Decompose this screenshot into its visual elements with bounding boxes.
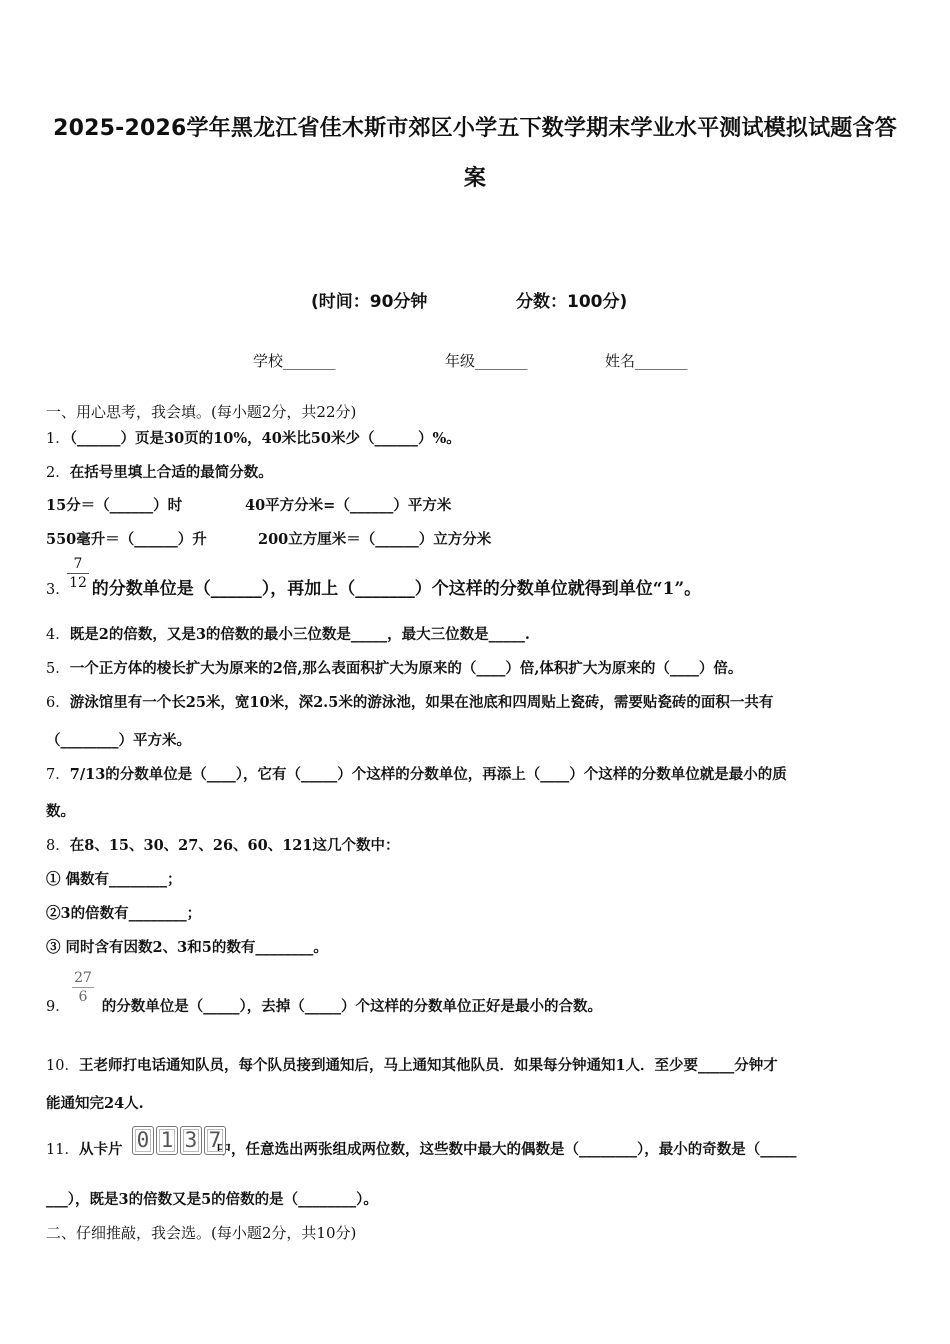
exam-score: 分数：100分) [516,292,628,312]
digit-card: 1 [156,1126,178,1155]
question-4 [46,623,530,644]
question-2 [46,461,273,482]
question-text: （______）页是30页的10%，40米比50米少（______）%。 [69,430,461,447]
question-number: 4． [46,627,70,643]
q8-part-b: ②3的倍数有________； [46,905,202,922]
question-number: 7． [46,767,70,783]
question-number: 3． [46,582,70,598]
question-text: 的分数单位是（______），再加上（_______）个这样的分数单位就得到单位“1”。 [91,579,702,599]
question-10 [46,1054,778,1075]
question-8 [46,834,399,855]
question-text: 7/13的分数单位是（____），它有（_____）个这样的分数单位，再添上（____）个这样的分数单位就是最小的质 [69,766,787,783]
school-field: 学校_______ [253,352,336,370]
question-5 [46,657,742,678]
question-text: 中，任意选出两张组成两位数，这些数中最大的偶数是（________），最小的奇数是（_____ [216,1141,797,1158]
question-number: 10． [46,1058,79,1074]
question-text: 王老师打电话通知队员，每个队员接到通知后，马上通知其他队员．如果每分钟通知1人．至少要_____分钟才 [78,1057,778,1074]
digit-card: 3 [180,1126,202,1155]
title-line-1: 2025-2026学年黑龙江省佳木斯市郊区小学五下数学期末学业水平测试模拟试题含答 [53,116,897,141]
exam-time: (时间：90分钟 [311,292,428,312]
question-text: 在8、15、30、27、26、60、121这几个数中： [69,837,400,854]
question-number: 1． [46,431,70,447]
q8-part-c: ③ 同时含有因数2、3和5的数有________。 [46,939,328,956]
title-line-2: 案 [463,166,487,191]
question-number: 8． [46,838,70,854]
question-text: 游泳馆里有一个长25米，宽10米，深2.5米的游泳池，如果在池底和四周贴上瓷砖，需要贴瓷砖的面积一共有 [69,694,774,711]
fraction-denominator: 12 [69,575,87,591]
question-prefix: 从卡片 [78,1141,123,1158]
question-6 [46,691,773,712]
question-text: 既是2的倍数，又是3的倍数的最小三位数是_____，最大三位数是_____. [69,626,530,643]
q2-row-2b: 200立方厘米＝（______）立方分米 [258,531,492,548]
question-text: 的分数单位是（_____），去掉（_____）个这样的分数单位正好是最小的合数。 [101,998,602,1015]
question-text: 在括号里填上合适的最简分数。 [69,464,273,481]
digit-cards [132,1126,226,1155]
question-number: 2． [46,465,70,481]
question-6-cont: （________）平方米。 [46,732,191,749]
fraction-numerator: 7 [73,556,83,572]
question-3 [46,574,701,599]
name-field: 姓名_______ [605,352,688,370]
digit-card: 0 [132,1126,154,1155]
question-text: 一个正方体的棱长扩大为原来的2倍,那么表面积扩大为原来的（____）倍,体积扩大为原来的（____）倍。 [69,660,743,677]
question-7 [46,763,787,784]
question-11-cont: ___），既是3的倍数又是5的倍数的是（________）。 [46,1191,378,1208]
section-1-heading: 一、用心思考，我会填。(每小题2分，共22分) [46,403,357,421]
q2-row-2a: 550毫升＝（______）升 [46,531,207,548]
question-number: 6． [46,695,70,711]
fraction-denominator: 6 [78,989,88,1005]
question-number: 5． [46,661,70,677]
question-number: 11． [46,1142,79,1158]
q2-row-1b: 40平方分米=（______）平方米 [245,497,452,514]
question-7-cont: 数。 [46,803,75,820]
fraction-numerator: 27 [74,970,92,986]
question-9 [46,995,602,1016]
question-number: 9． [46,999,70,1015]
digit-card: 7 [204,1126,226,1155]
question-1 [46,427,461,448]
section-2-heading: 二、仔细推敲，我会选。(每小题2分，共10分) [46,1224,357,1242]
grade-field: 年级_______ [445,352,528,370]
q8-part-a: ① 偶数有________； [46,871,182,888]
fraction-bar [72,987,94,988]
question-10-cont: 能通知完24人. [46,1095,144,1112]
q2-row-1a: 15分＝（______）时 [46,497,183,514]
